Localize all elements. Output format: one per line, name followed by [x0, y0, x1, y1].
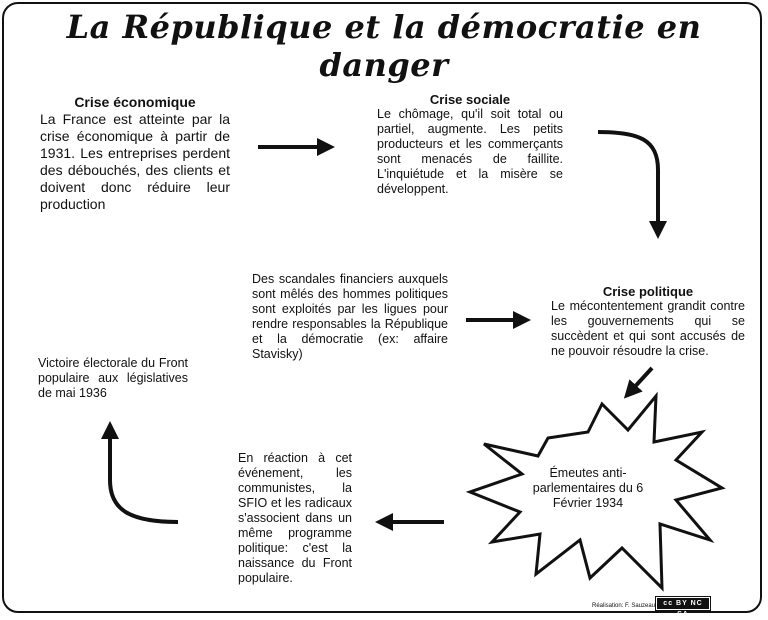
node-text: Le mécontentement grandit contre les gouvernements qui se succèdent et qui sont accusés de ne pouvoir résoudre la crise. — [551, 299, 745, 358]
cc-by-nc-sa-icon[interactable] — [655, 596, 711, 618]
credit-text: Réalisation: F. Sauzeau — [592, 603, 656, 609]
node-heading: Crise sociale — [429, 92, 511, 107]
arrow-front-populaire-to-victoire — [110, 430, 178, 522]
page-title: La République et la démocratie en danger — [66, 8, 702, 84]
node-text: La France est atteinte par la crise économique à partir de 1931. Les entreprises perdent des débouchés, des clients et doivent donc réduire leur production — [40, 111, 230, 212]
node-emeutes: Émeutes anti-parlementaires du 6 Février 1934 — [532, 466, 644, 510]
node-heading: Crise économique — [74, 94, 196, 110]
node-text: En réaction à cet événement, les communistes, la SFIO et les radicaux s'associent dans un même programme politique: c'est la naissance du Front populaire. — [238, 451, 352, 585]
node-heading: Crise politique — [602, 284, 694, 299]
arrow-sociale-to-politique — [598, 132, 658, 230]
node-text: Le chômage, qu'il soit total ou partiel, augmente. Les petits producteurs et les commerçants sont menacés de faillite. L'inquiétude et la misère se développent. — [377, 107, 563, 196]
license-label: cc BY NC SA — [657, 598, 709, 609]
node-text: Des scandales financiers auxquels sont mêlés des hommes politiques sont exploités par les ligues pour rendre responsables la République et la démocratie (ex: affaire Stavisky) — [252, 272, 448, 361]
arrow-politique-to-emeutes — [630, 368, 652, 392]
node-text: Victoire électorale du Front populaire aux législatives de mai 1936 — [38, 356, 188, 400]
